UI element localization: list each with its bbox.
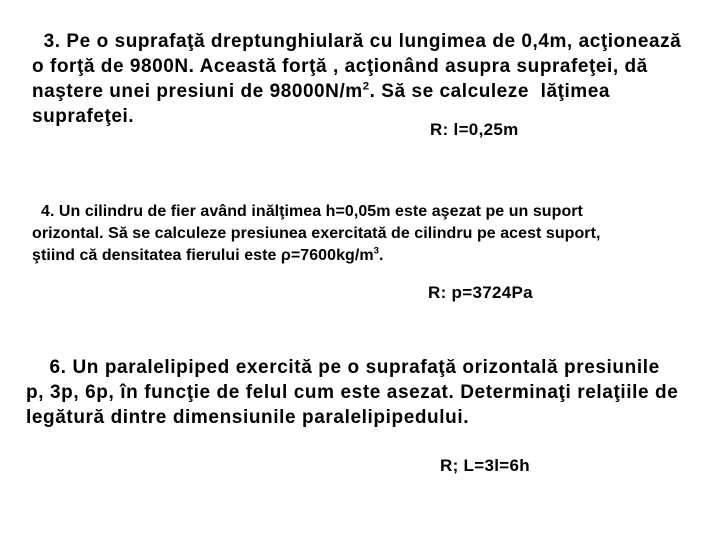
- problem-4-line-3-tail: .: [379, 247, 384, 264]
- problem-4-text: [32, 201, 600, 267]
- problem-3-line-3: [32, 79, 681, 104]
- problem-6-line-2: p, 3p, 6p, în funcţie de felul cum este asezat. Determinaţi relaţiile de: [26, 382, 679, 403]
- problem-6-text: [26, 355, 678, 430]
- problem-3-text: [32, 29, 681, 129]
- problem-6-line-1: 6. Un paralelipiped exercită pe o suprafaţă orizontală presiunile: [26, 357, 660, 378]
- problem-4-answer: R: p=3724Pa: [428, 283, 533, 302]
- problem-4-line-2: orizontal. Să se calculeze presiunea exercitată de cilindru pe acest suport,: [32, 225, 601, 242]
- problem-4-line-3-text: ştiind că densitatea fierului este ρ=7600kg/m: [32, 247, 374, 264]
- problem-4-line-1: 4. Un cilindru de fier având inălţimea h=0,05m este aşezat pe un suport: [32, 203, 583, 220]
- problem-3-line-1: 3. Pe o suprafaţă dreptunghiulară cu lungimea de 0,4m, acţionează: [32, 31, 682, 52]
- problem-6-line-3: legătură dintre dimensiunile paralelipipedului.: [26, 407, 470, 428]
- problem-3-line-4: suprafeţei.: [32, 106, 135, 127]
- problem-6-answer: R; L=3l=6h: [440, 456, 530, 475]
- problem-3-answer: R: l=0,25m: [430, 120, 519, 139]
- problem-4-line-3: [32, 245, 600, 267]
- problem-3-line-3-text: naştere unei presiuni de 98000N/m: [32, 81, 363, 102]
- problem-4-superscript: 3: [373, 245, 380, 257]
- problem-3-line-3-tail: . Să se calculeze lăţimea: [369, 81, 610, 102]
- problem-3-line-2: o forţă de 9800N. Această forţă , acţionând asupra suprafeţei, dă: [32, 56, 648, 77]
- problem-3-superscript: 2: [362, 80, 370, 93]
